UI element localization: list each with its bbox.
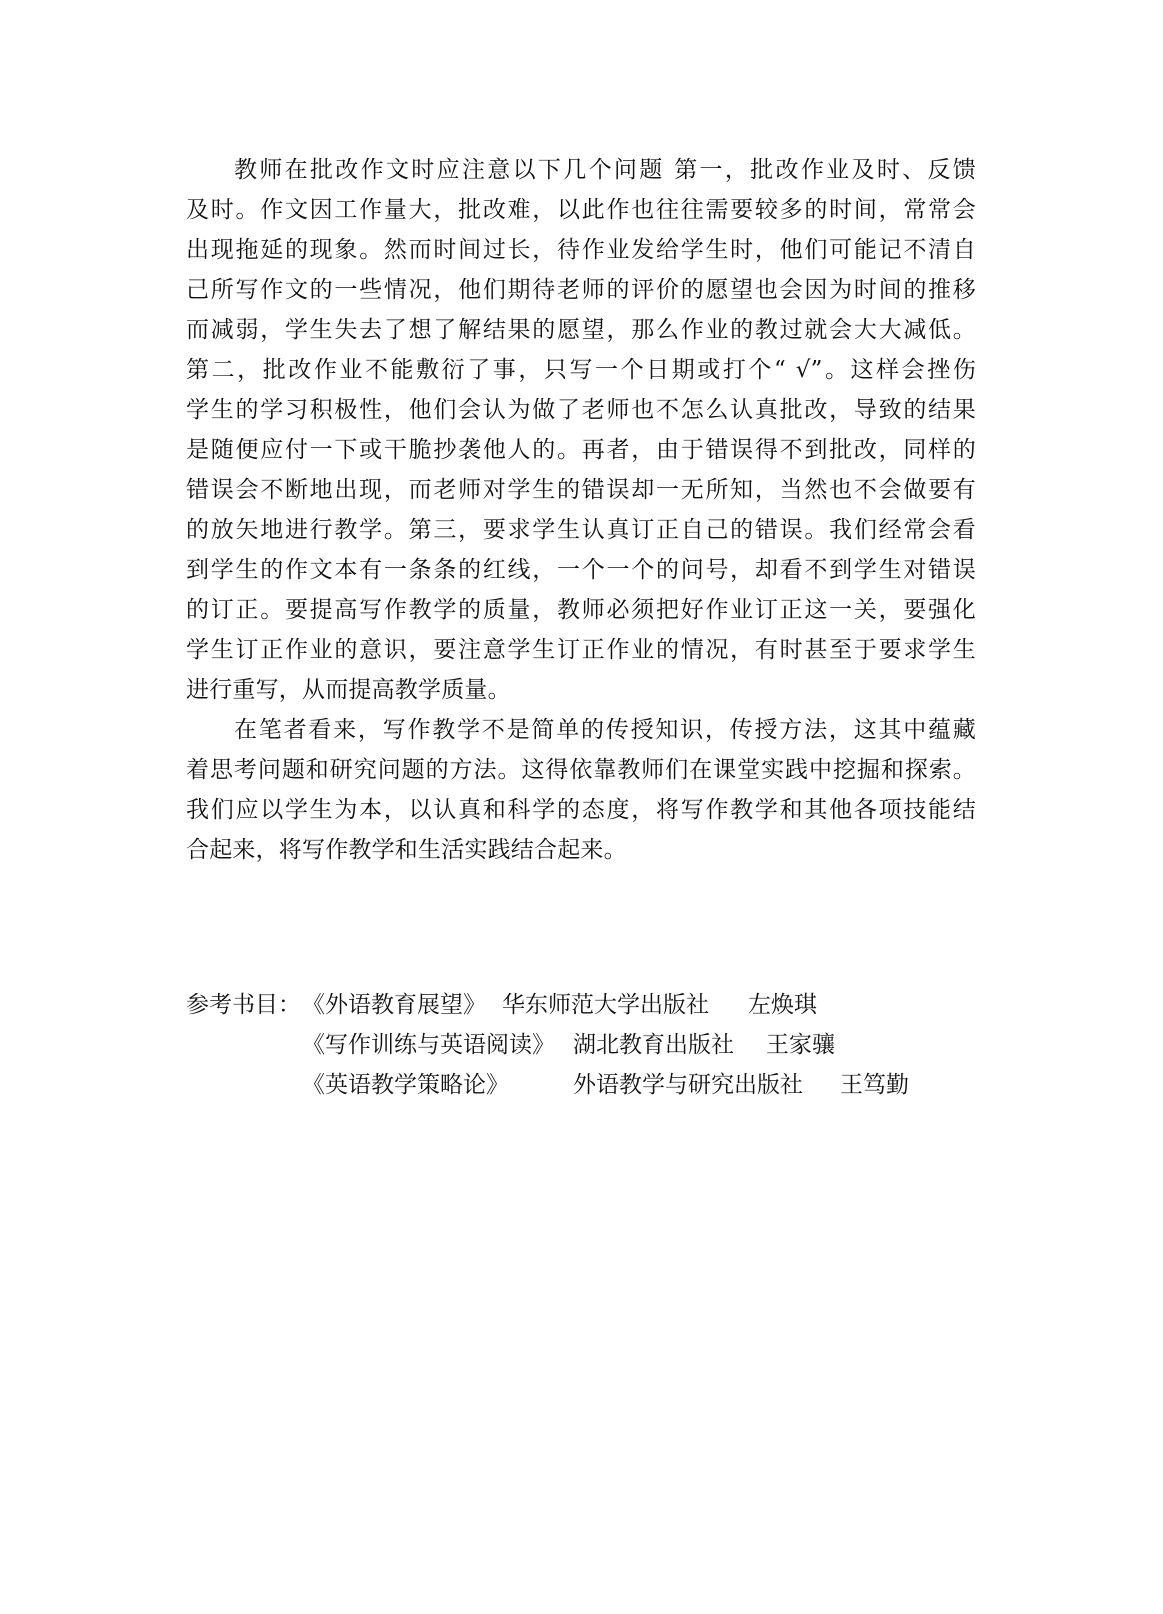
paragraph-line: 己所写作文的一些情况，他们期待老师的评价的愿望也会因为时间的推移 xyxy=(186,277,976,303)
references-section xyxy=(186,985,986,1105)
reference-item xyxy=(186,1025,986,1065)
paragraph-line: 学生的学习积极性，他们会认为做了老师也不怎么认真批改，导致的结果 xyxy=(186,397,976,423)
paragraph-line: 错误会不断地出现，而老师对学生的错误却一无所知，当然也不会做要有 xyxy=(186,477,976,503)
references-label: 参考书目： xyxy=(186,992,301,1018)
paragraph-line: 的订正。要提高写作教学的质量，教师必须把好作业订正这一关，要强化 xyxy=(186,597,976,623)
paragraph-line: 到学生的作文本有一条条的红线，一个一个的问号，却看不到学生对错误 xyxy=(186,557,976,583)
paragraph-line: 合起来，将写作教学和生活实践结合起来。 xyxy=(186,837,627,863)
paragraph-line: 而减弱，学生失去了想了解结果的愿望，那么作业的教过就会大大减低。 xyxy=(186,317,976,343)
reference-publisher: 华东师范大学出版社 xyxy=(502,992,709,1018)
paragraph-line: 我们应以学生为本，以认真和科学的态度，将写作教学和其他各项技能结 xyxy=(186,797,976,823)
reference-author: 王笃勤 xyxy=(840,1072,909,1098)
reference-item xyxy=(186,1065,986,1105)
paragraph-line: 及时。作文因工作量大，批改难，以此作也往往需要较多的时间，常常会 xyxy=(186,197,976,223)
paragraph-line: 的放矢地进行教学。第三，要求学生认真订正自己的错误。我们经常会看 xyxy=(186,517,976,543)
body-text xyxy=(186,150,976,870)
paragraph-line: 教师在批改作文时应注意以下几个问题 第一，批改作业及时、反馈 xyxy=(234,157,976,183)
paragraph-line: 着思考问题和研究问题的方法。这得依靠教师们在课堂实践中挖掘和探索。 xyxy=(186,757,976,783)
reference-item xyxy=(186,985,986,1025)
paragraph-line: 出现拖延的现象。然而时间过长，待作业发给学生时，他们可能记不清自 xyxy=(186,237,976,263)
reference-title: 《英语教学策略论》 xyxy=(302,1072,509,1098)
paragraph-1 xyxy=(186,150,976,710)
paragraph-2 xyxy=(186,710,976,870)
paragraph-line: 第二，批改作业不能敷衍了事，只写一个日期或打个“ √”。这样会挫伤 xyxy=(186,357,976,383)
reference-publisher: 外语教学与研究出版社 xyxy=(573,1072,803,1098)
reference-author: 左焕琪 xyxy=(748,992,817,1018)
reference-publisher: 湖北教育出版社 xyxy=(573,1032,734,1058)
reference-title: 《外语教育展望》 xyxy=(302,992,486,1018)
paragraph-line: 进行重写，从而提高教学质量。 xyxy=(186,677,511,703)
reference-title: 《写作训练与英语阅读》 xyxy=(302,1032,555,1058)
paragraph-line: 学生订正作业的意识，要注意学生订正作业的情况，有时甚至于要求学生 xyxy=(186,637,976,663)
paragraph-line: 在笔者看来，写作教学不是简单的传授知识，传授方法，这其中蕴藏 xyxy=(234,717,976,743)
reference-author: 王家骧 xyxy=(766,1032,835,1058)
paragraph-line: 是随便应付一下或干脆抄袭他人的。再者，由于错误得不到批改，同样的 xyxy=(186,437,976,463)
